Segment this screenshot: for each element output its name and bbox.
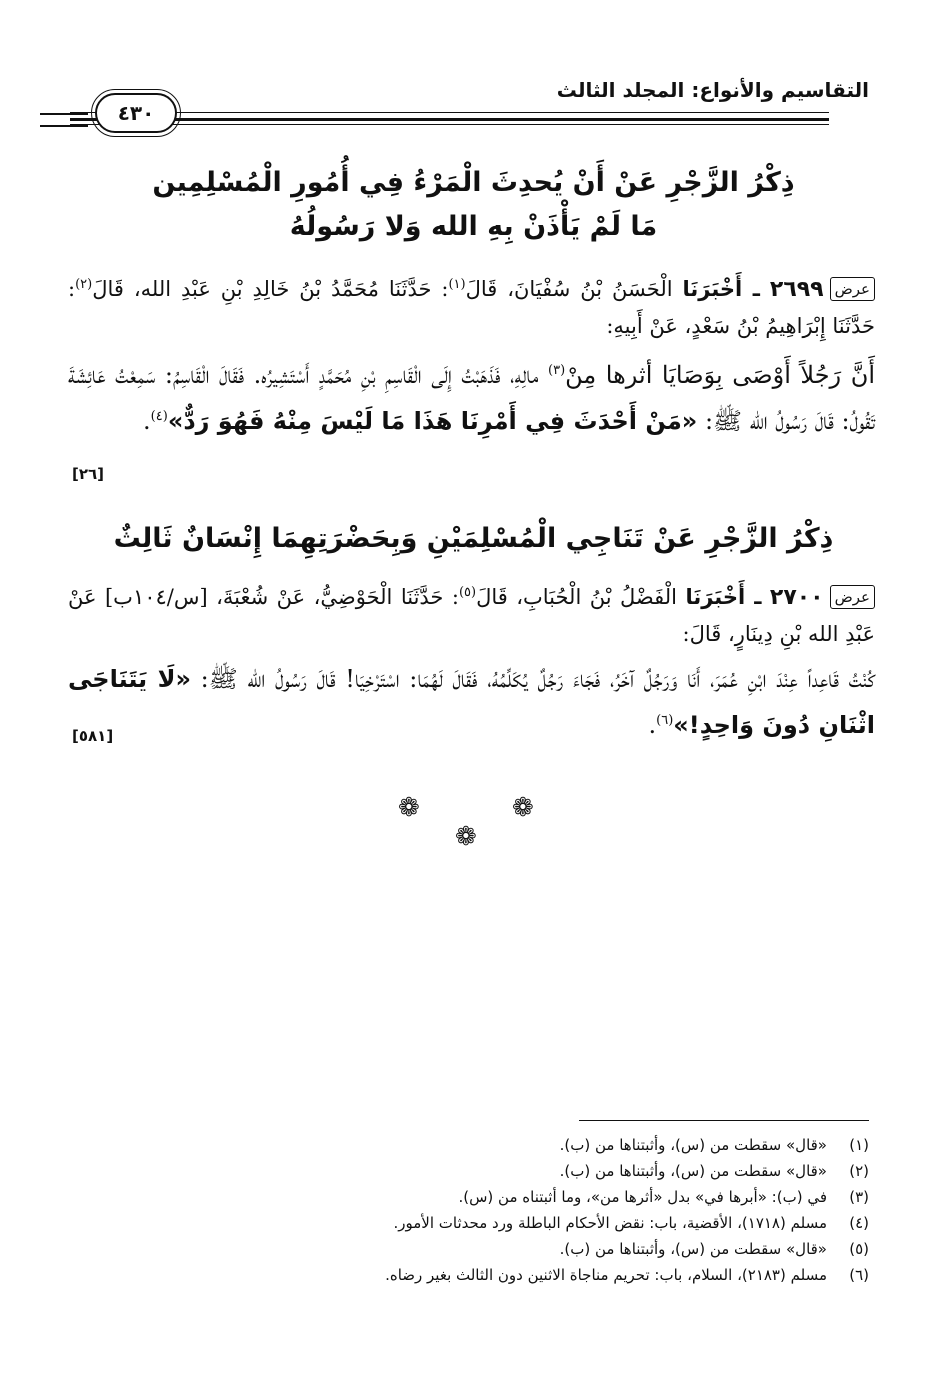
footnote-marker: (٤): [150, 409, 168, 424]
hadith-number: ٢٦٩٩: [769, 277, 824, 302]
footnote-number: (٣): [849, 1188, 869, 1206]
hadith-isnad-2699: [68, 266, 875, 345]
header-rule: [70, 112, 829, 113]
prophetic-quote: «لَا يَتَنَاجَى اثْنَانِ دُونَ وَاحِدٍ!»: [68, 665, 875, 739]
narration-badge: عرض: [830, 585, 875, 609]
footnote-item: [60, 1262, 869, 1288]
footnote-item: [60, 1132, 869, 1158]
footnote-marker: (٥): [458, 585, 477, 600]
isnad-text: الْفَضْلُ بْنُ الْحُبَابِ، قَالَ: [476, 585, 677, 609]
footnote-marker: (١): [448, 277, 466, 292]
footnote-text: مسلم (١٧١٨)، الأقضية، باب: نقض الأحكام الباطلة ورد محدثات الأمور.: [393, 1214, 827, 1232]
flower-ornament-icon: ❁: [455, 822, 477, 852]
manuscript-ref: [س/١٠٤ب]: [104, 585, 208, 609]
footnote-text: مسلم (٢١٨٣)، السلام، باب: تحريم مناجاة الاثنين دون الثالث بغير رضاه.: [385, 1266, 827, 1284]
footnote-item: [60, 1184, 869, 1210]
page-number: ٤٣٠: [117, 101, 155, 125]
footnote-marker: (٣): [548, 363, 566, 378]
footnote-text: «قال» سقطت من (س)، وأثبتناها من (ب).: [559, 1136, 827, 1154]
matn-text: كُنْتُ قَاعِداً عِنْدَ ابْنِ عُمَرَ، أَنَا وَرَجُلٌ آخَرُ، فَجَاءَ رَجُلٌ يُكَلِّمُهُ، فَقَالَ لَهُمَا: اسْتَرْخِيَا! قَالَ رَسُولُ الله ﷺ:: [190, 665, 875, 693]
matn-end: .: [143, 407, 151, 435]
matn-text: مالِهِ، فَذَهَبْتُ إِلَى الْقَاسِمِ بْنِ مُحَمَّدٍ أَسْتَشِيرُه. فَقَالَ الْقَاسِمُ: سَمِعْتُ عَائِشَةَ تَقُولُ: قَالَ رَسُولُ الله ﷺ:: [68, 361, 875, 435]
reference-number: [٢٦]: [72, 465, 105, 483]
footnote-text: «قال» سقطت من (س)، وأثبتناها من (ب).: [559, 1162, 827, 1180]
isnad-text: عَنْ عَبْدِ الله بْنِ دِينَارٍ، قَالَ:: [68, 585, 875, 646]
flower-ornament-icon: ❁: [512, 793, 534, 823]
page-number-frame: [95, 93, 177, 133]
matn-text: أَنَّ رَجُلاً أَوْصَى بِوَصَايَا أثرها مِنْ: [565, 361, 875, 389]
footnote-rule: [579, 1120, 869, 1121]
header-rule-end: [40, 113, 88, 127]
header-rule: [70, 124, 829, 125]
isnad-text: الْحَسَنُ بْنُ سُفْيَانَ، قَالَ: [465, 277, 673, 301]
footnote-number: (٦): [849, 1266, 869, 1284]
footnote-number: (٤): [849, 1214, 869, 1232]
hadith-matn-2699: [68, 350, 875, 442]
footnote-text: «قال» سقطت من (س)، وأثبتناها من (ب).: [559, 1240, 827, 1258]
section-heading-1b: مَا لَمْ يَأْذَنْ بِهِ الله وَلا رَسُولُهُ: [289, 211, 658, 242]
footnote-number: (٢): [849, 1162, 869, 1180]
footnotes: [60, 1132, 869, 1288]
narration-badge: عرض: [830, 277, 875, 301]
header-rule: [70, 118, 829, 121]
section-heading-2: ذِكْرُ الزَّجْرِ عَنْ تَنَاجِي الْمُسْلِمَيْنِ وَبِحَضْرَتِهِمَا إِنْسَانٌ ثَالِثٌ: [113, 523, 834, 554]
footnote-item: [60, 1158, 869, 1184]
isnad-lead: ـ أَخْبَرَنَا: [685, 585, 762, 609]
isnad-text: : حَدَّثَنَا إِبْرَاهِيمُ بْنُ سَعْدٍ، عَنْ أَبِيهِ:: [68, 277, 875, 338]
prophetic-quote: «مَنْ أَحْدَثَ فِي أَمْرِنَا هَذَا مَا لَيْسَ مِنْهُ فَهُوَ رَدٌّ»: [167, 407, 698, 435]
running-title: التقاسيم والأنواع: المجلد الثالث: [556, 78, 869, 102]
isnad-text: : حَدَّثَنَا مُحَمَّدُ بْنُ خَالِدِ بْنِ عَبْدِ الله، قَالَ: [92, 277, 449, 301]
footnote-marker: (٦): [656, 713, 674, 728]
isnad-lead: ـ أَخْبَرَنَا: [682, 277, 760, 301]
footnote-marker: (٢): [75, 277, 93, 292]
footnote-number: (١): [849, 1136, 869, 1154]
reference-number: [٥٨١]: [72, 727, 114, 745]
hadith-number: ٢٧٠٠: [769, 585, 824, 610]
footnote-item: [60, 1210, 869, 1236]
section-heading-1a: ذِكْرُ الزَّجْرِ عَنْ أَنْ يُحدِثَ الْمَرْءُ فِي أُمُورِ الْمُسْلِمِين: [152, 167, 795, 198]
footnote-text: في (ب): «أبرها في» بدل «أثرها من»، وما أثبتناه من (س).: [458, 1188, 827, 1206]
isnad-text: : حَدَّثَنَا الْحَوْضِيُّ، عَنْ شُعْبَةَ،: [207, 585, 459, 609]
matn-end: .: [648, 711, 657, 739]
hadith-matn-2700: [68, 658, 875, 746]
hadith-isnad-2700: [68, 574, 875, 653]
flower-ornament-icon: ❁: [398, 793, 420, 823]
footnote-item: [60, 1236, 869, 1262]
footnote-number: (٥): [849, 1240, 869, 1258]
